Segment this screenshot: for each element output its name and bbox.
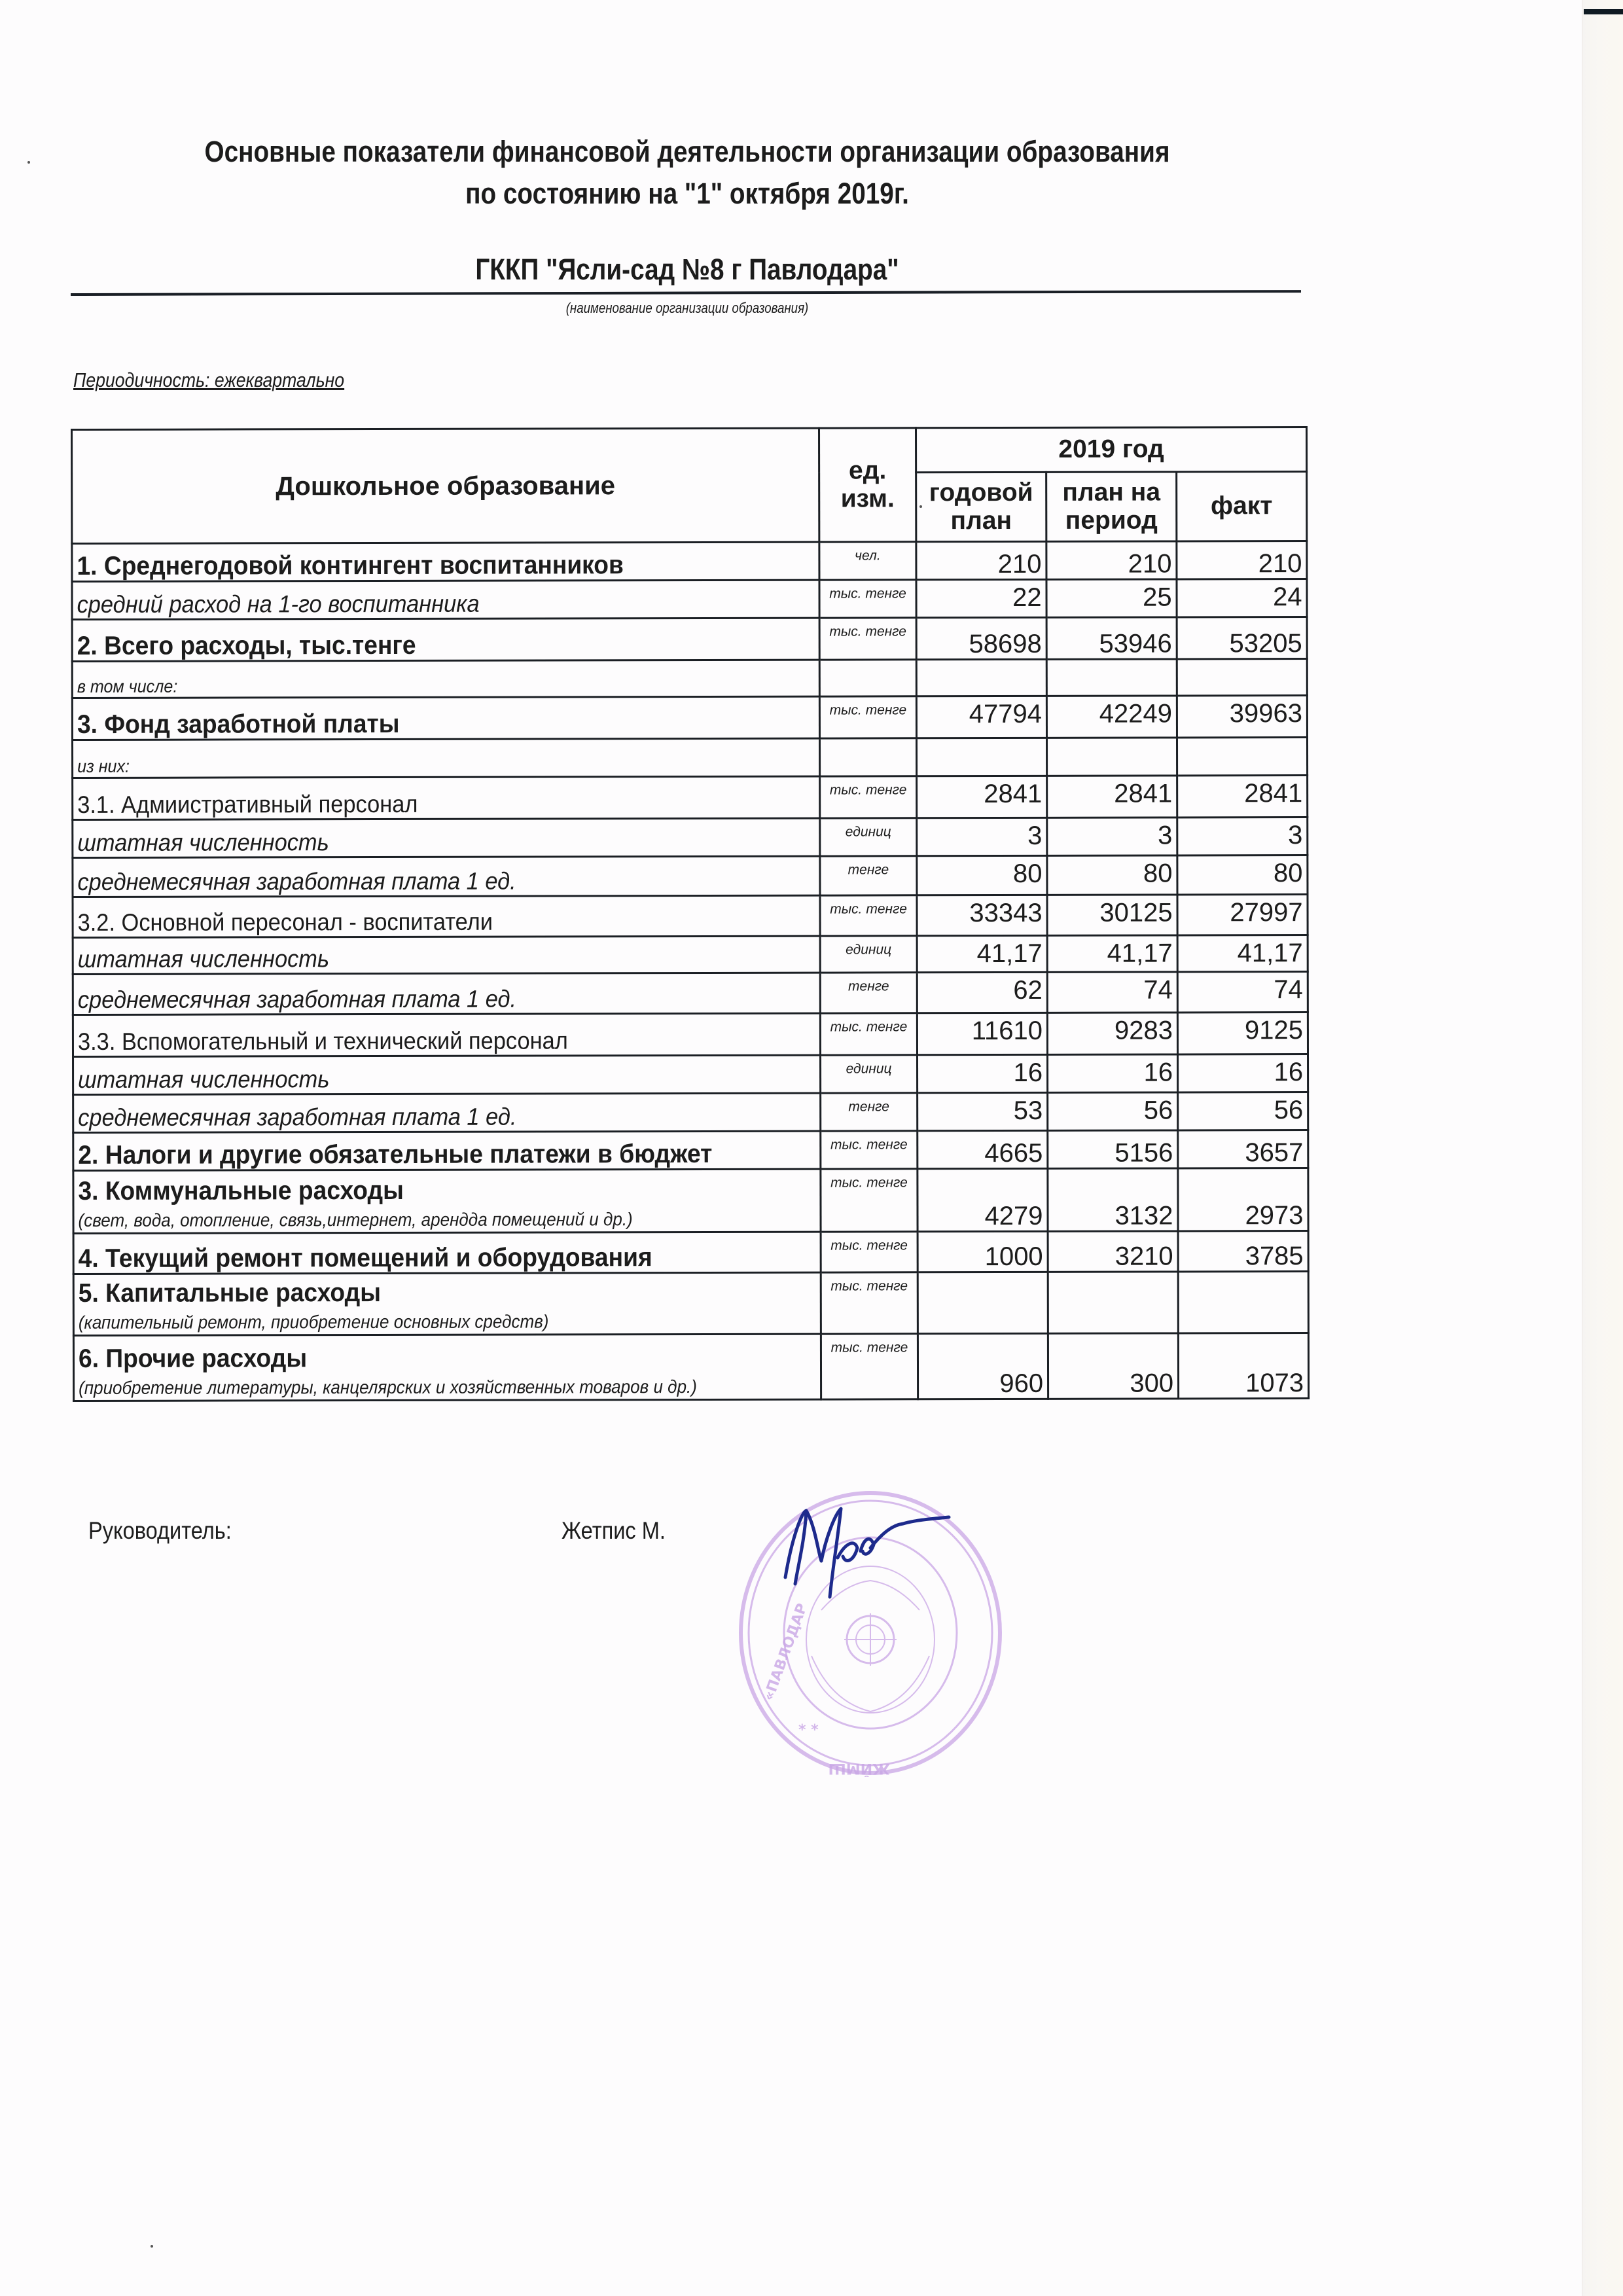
row-unit: единиц [821,1055,918,1093]
table-row [73,935,1308,975]
value-fact: 24 [1177,579,1307,617]
table-row [73,1168,1308,1234]
header-annual-plan-line2: план [950,506,1012,535]
row-unit: тыс. тенге [819,696,916,738]
header-period-plan-line1: план на [1062,478,1161,507]
table-row [72,738,1307,778]
value-period-plan: 5156 [1048,1130,1178,1168]
row-name-cell [73,1169,821,1233]
row-name-cell [73,1334,821,1401]
row-name: из них: [77,757,130,777]
row-unit: чел. [819,542,916,580]
value-period-plan: 3 [1047,817,1177,855]
row-unit: единиц [820,936,917,973]
row-name: 3.1. Адмиистративный персонал [77,791,418,819]
row-name-cell [72,696,819,740]
row-unit: тыс. тенге [820,1013,917,1055]
value-fact: 3 [1177,817,1308,855]
row-name: 1. Среднегодовой контингент воспитанников [77,550,624,581]
row-name: среднемесячная заработная плата 1 ед. [78,1103,517,1132]
value-annual-plan: 4279 [918,1168,1048,1231]
value-annual-plan [918,1272,1048,1333]
value-period-plan: 80 [1047,855,1177,895]
header-fact: факт [1177,472,1307,541]
row-name: 2. Всего расходы, тыс.тенге [77,630,416,660]
value-period-plan: 16 [1048,1054,1178,1092]
table-row [73,1054,1308,1095]
organization-caption: (наименование организации образования) [565,300,809,316]
scan-speck [27,161,30,164]
value-period-plan: 9283 [1047,1013,1177,1054]
row-name: в том числе: [77,676,178,697]
row-name-cell [72,580,819,619]
value-fact: 39963 [1177,696,1307,738]
value-period-plan: 30125 [1047,895,1177,935]
value-period-plan: 25 [1046,579,1177,617]
periodicity-label: Периодичность: ежеквартально [73,368,345,391]
value-period-plan: 300 [1048,1333,1178,1399]
document-subtitle-date: по состоянию на "1" октября 2019г. [465,177,909,210]
row-name: средний расход на 1-го воспитанника [77,590,480,619]
value-period-plan: 53946 [1046,617,1177,659]
row-name: 2. Налоги и другие обязательные платежи в бюджет [78,1139,713,1170]
row-name: 3. Коммунальные расходы [78,1176,404,1206]
row-name: штатная численность [78,1066,330,1094]
row-unit: тыс. тенге [821,1232,918,1272]
signer-name: Жетпис М. [562,1517,666,1544]
row-name: 6. Прочие расходы [78,1344,308,1374]
value-period-plan: 3132 [1048,1168,1178,1231]
table-row [72,617,1307,662]
value-annual-plan: 80 [917,855,1047,895]
value-annual-plan: 4665 [918,1130,1048,1168]
value-period-plan: 42249 [1046,696,1177,738]
row-unit [819,738,916,776]
row-unit: тыс. тенге [819,580,916,618]
row-name-cell [72,618,819,661]
value-annual-plan: 22 [916,579,1046,617]
row-note: (приобретение литературы, канцелярских и хозяйственных товаров и др.) [79,1376,697,1399]
value-fact: 1073 [1178,1333,1308,1399]
value-annual-plan [916,659,1046,696]
row-name: среднемесячная заработная плата 1 ед. [77,985,517,1014]
value-annual-plan: 11610 [917,1013,1047,1054]
value-fact: 53205 [1177,617,1307,659]
row-unit [819,660,916,696]
document-title: Основные показатели финансовой деятельности организации образования [204,135,1170,168]
value-fact: 41,17 [1177,935,1308,972]
value-fact: 56 [1178,1092,1308,1130]
row-note: (свет, вода, отопление, связь,интернет, арендда помещений и др.) [78,1209,633,1231]
value-fact: 9125 [1177,1013,1308,1054]
scan-edge [1582,0,1623,2296]
value-annual-plan: 960 [918,1333,1048,1399]
row-name: 3.2. Основной пересонал - воспитатели [77,908,493,937]
row-unit: тенге [820,973,917,1013]
scan-speck [151,2245,153,2248]
signature-icon [772,1499,962,1604]
table-row [73,776,1308,820]
value-annual-plan: 58698 [916,617,1046,659]
header-name-column: Дошкольное образование [72,428,819,543]
header-unit-line2: изм. [840,484,895,513]
table-row [73,895,1308,938]
row-name: штатная численность [77,945,330,973]
row-name-cell [72,738,819,778]
value-fact [1177,738,1307,776]
value-period-plan [1048,1272,1178,1333]
row-name-cell [72,660,819,698]
value-period-plan: 41,17 [1047,935,1177,972]
value-fact: 80 [1177,855,1308,895]
row-unit: тыс. тенге [819,618,916,660]
scan-edge-shadow [1584,9,1623,14]
row-name-cell [73,1131,821,1170]
header-unit-line1: ед. [848,456,887,485]
value-annual-plan [916,738,1046,776]
table-row [73,1130,1308,1171]
table-row [73,1092,1308,1133]
value-fact: 16 [1178,1054,1308,1092]
value-fact [1177,659,1307,696]
signer-label: Руководитель: [88,1517,232,1544]
row-name: 4. Текущий ремонт помещений и оборудования [78,1243,652,1273]
row-unit: тыс. тенге [821,1131,918,1169]
value-annual-plan: 62 [917,972,1047,1013]
row-name-cell [73,818,820,857]
value-period-plan [1046,659,1177,696]
row-unit: тенге [820,856,917,895]
value-fact: 74 [1177,972,1308,1013]
value-period-plan: 74 [1047,972,1177,1013]
table-row [73,972,1308,1015]
row-name-cell [72,542,819,581]
svg-text:«ПАВЛОДАР: «ПАВЛОДАР [760,1601,812,1704]
value-annual-plan: 2841 [917,776,1047,817]
table-row [73,1013,1308,1057]
value-fact: 3657 [1178,1130,1308,1168]
row-unit: тыс. тенге [821,1334,918,1399]
value-fact: 2841 [1177,776,1308,817]
row-name-cell [73,1093,821,1132]
svg-text:ЖЙМШ: ЖЙМШ [828,1760,890,1776]
row-name-cell [73,1013,820,1056]
value-annual-plan: 47794 [916,696,1046,738]
row-name: среднемесячная заработная плата 1 ед. [77,867,516,896]
table-row [72,696,1307,740]
value-period-plan [1046,738,1177,776]
row-name: 3. Фонд заработной платы [77,709,400,739]
value-fact: 210 [1177,541,1307,579]
value-period-plan: 56 [1048,1092,1178,1130]
value-period-plan: 210 [1046,541,1177,579]
value-annual-plan: 33343 [917,895,1047,935]
financial-indicators-table [71,426,1310,1402]
value-annual-plan: 41,17 [917,935,1047,972]
row-name-cell [73,776,820,819]
row-name-cell [73,895,820,937]
table-row [73,817,1308,858]
value-period-plan: 3210 [1048,1231,1178,1272]
scan-speck [919,505,922,508]
value-fact: 3785 [1178,1231,1308,1272]
row-name-cell [73,856,820,897]
header-year-group: 2019 год [916,427,1307,473]
table-row [73,1231,1308,1274]
value-fact [1178,1272,1308,1333]
row-name: штатная численность [77,829,329,857]
value-annual-plan: 210 [916,541,1046,579]
row-name: 5. Капитальные расходы [78,1278,382,1308]
table-row [73,1272,1308,1336]
row-name: 3.3. Вспомогательный и технический персонал [77,1027,568,1056]
value-period-plan: 2841 [1047,776,1177,817]
row-name-cell [73,973,820,1014]
value-annual-plan: 16 [918,1054,1048,1092]
row-unit: тыс. тенге [820,895,917,936]
organization-underline [71,290,1301,296]
header-annual-plan-line1: годовой [929,478,1033,507]
header-row-year [72,427,1307,475]
row-note: (капительный ремонт, приобретение основных средств) [78,1311,549,1333]
value-annual-plan: 3 [917,817,1047,855]
row-unit: тыс. тенге [821,1169,918,1232]
row-name-cell [73,1232,821,1274]
organization-name: ГККП "Ясли-сад №8 г Павлодара" [475,253,899,286]
row-unit: тыс. тенге [821,1272,918,1334]
header-unit-column [819,428,916,542]
table-row [72,659,1307,698]
row-name-cell [73,1055,821,1094]
value-annual-plan: 1000 [918,1231,1048,1272]
value-annual-plan: 53 [918,1092,1048,1130]
row-unit: тыс. тенге [820,776,917,818]
table-row [73,855,1308,897]
svg-text:* *: * * [798,1722,819,1738]
row-unit: тенге [821,1093,918,1131]
value-fact: 27997 [1177,895,1308,935]
header-annual-plan [916,472,1046,541]
table-row [72,579,1307,620]
table-row [72,541,1307,582]
table-row [73,1333,1308,1401]
row-name-cell [73,936,820,974]
value-fact: 2973 [1178,1168,1308,1231]
header-period-plan-line2: период [1065,506,1158,535]
row-name-cell [73,1272,821,1335]
header-period-plan [1046,472,1177,541]
row-unit: единиц [820,818,917,856]
